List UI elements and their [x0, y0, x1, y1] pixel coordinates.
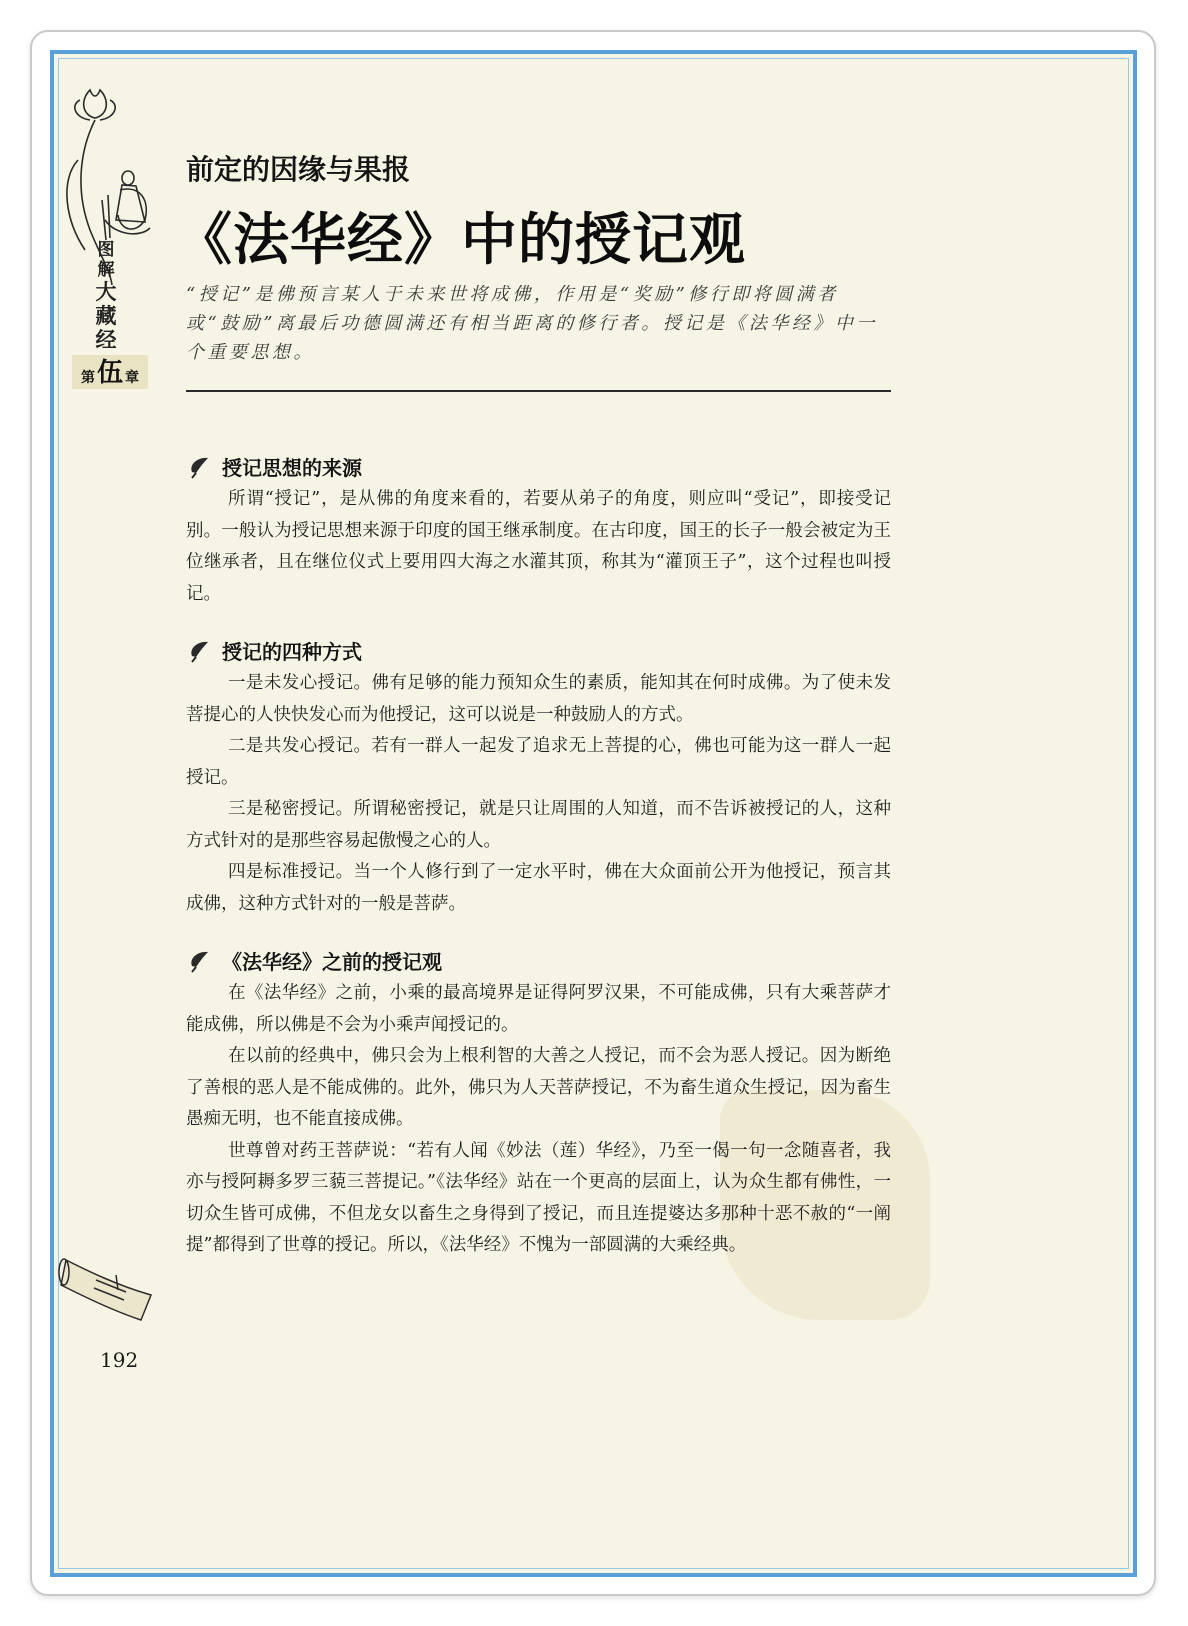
page-subtitle: 前定的因缘与果报 [186, 153, 411, 186]
side-char: 解 [97, 260, 115, 280]
chapter-badge [72, 355, 148, 389]
paragraph: 三是秘密授记。所谓秘密授记，就是只让周围的人知道，而不告诉被授记的人，这种方式针对的是那些容易起傲慢之心的人。 [186, 799, 891, 851]
chapter-number: 伍 [96, 358, 123, 388]
section-heading [186, 452, 362, 481]
page-title: 《法华经》中的授记观 [176, 208, 746, 273]
paragraph: 世尊曾对药王菩萨说：“若有人闻《妙法（莲）华经》，乃至一偈一句一念随喜者，我亦与授阿耨多罗三藐三菩提记。”《法华经》站在一个更高的层面上，认为众生都有佛性，一切众生皆可成佛，不但龙女以畜生之身得到了授记，而且连提婆达多那种十恶不赦的“一阐提”都得到了世尊的授记。所以，《法华经》不愧为一部圆满的大乘经典。 [186, 1140, 891, 1255]
scroll-icon [56, 1250, 166, 1330]
paragraph: 所谓“授记”，是从佛的角度来看的，若要从弟子的角度，则应叫“受记”，即接受记别。一般认为授记思想来源于印度的国王继承制度。在古印度，国王的长子一般会被定为王位继承者，且在继位仪式上要用四大海之水灌其顶，称其为“灌顶王子”，这个过程也叫授记。 [186, 489, 891, 604]
side-char: 大 [95, 280, 117, 304]
book-title-vertical [86, 240, 126, 352]
brush-pen-icon [186, 948, 214, 974]
paragraph: 四是标准授记。当一个人修行到了一定水平时，佛在大众面前公开为他授记，预言其成佛，这种方式针对的一般是菩萨。 [186, 862, 891, 914]
chapter-suffix: 章 [125, 370, 139, 386]
section-title: 授记的四种方式 [222, 640, 362, 664]
section-body [186, 668, 891, 920]
chapter-prefix: 第 [80, 370, 95, 386]
side-char: 藏 [95, 304, 117, 328]
page-number: 192 [100, 1348, 139, 1372]
brush-pen-icon [186, 454, 214, 480]
section-heading [186, 636, 362, 665]
paragraph: 在《法华经》之前，小乘的最高境界是证得阿罗汉果，不可能成佛，只有大乘菩萨才能成佛，所以佛是不会为小乘声闻授记的。 [186, 983, 891, 1035]
section-heading [186, 946, 442, 975]
section-title: 《法华经》之前的授记观 [222, 950, 442, 974]
side-char: 经 [95, 328, 117, 352]
side-char: 图 [97, 240, 115, 260]
paragraph: 一是未发心授记。佛有足够的能力预知众生的素质，能知其在何时成佛。为了使未发菩提心的人快快发心而为他授记，这可以说是一种鼓励人的方式。 [186, 673, 891, 725]
paragraph: 二是共发心授记。若有一群人一起发了追求无上菩提的心，佛也可能为这一群人一起授记。 [186, 736, 891, 788]
brush-pen-icon [186, 638, 214, 664]
section-title: 授记思想的来源 [222, 456, 362, 480]
section-body [186, 484, 891, 610]
section-body [186, 978, 891, 1262]
divider [186, 390, 891, 392]
paragraph: 在以前的经典中，佛只会为上根利智的大善之人授记，而不会为恶人授记。因为断绝了善根的恶人是不能成佛的。此外，佛只为人天菩萨授记，不为畜生道众生授记，因为畜生愚痴无明，也不能直接成佛。 [186, 1046, 891, 1129]
intro-text: “授记”是佛预言某人于未来世将成佛，作用是“奖励”修行即将圆满者或“鼓励”离最后功德圆满还有相当距离的修行者。授记是《法华经》中一个重要思想。 [186, 284, 878, 363]
